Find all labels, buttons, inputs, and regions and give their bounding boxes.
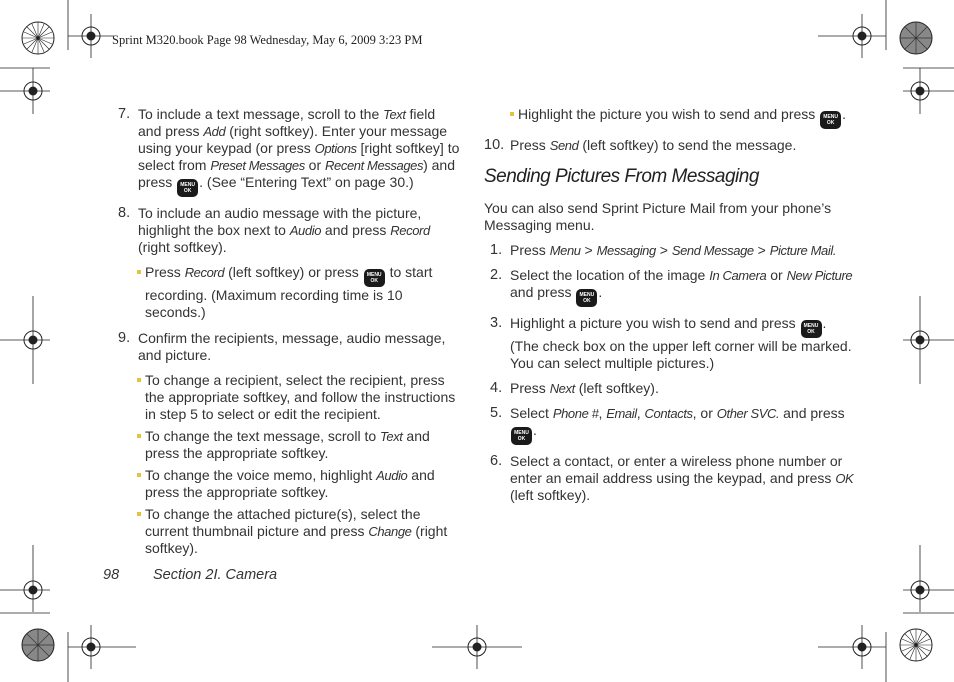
registration-disc-top-right [900,22,932,54]
step-10: 10. Press Send (left softkey) to send the message. [484,137,797,153]
ui-term: New Picture [786,268,853,283]
step-9-bullet-1: To change a recipient, select the recipient, press the appropriate softkey, and follow the instructions in step 5 to select or edit the recipient. [112,372,462,423]
path-separator: > [753,242,770,258]
crosshair-bottom-center [432,625,522,669]
ui-term: Text [380,429,403,444]
bullet-icon [137,473,141,477]
messaging-step-2: 2. Select the location of the image In Camera or New Picture and press MENU OK . [484,267,854,307]
ui-term: OK [835,471,854,486]
crosshair-right-upper [903,68,954,114]
ui-term: Email [606,406,637,421]
ui-term: Record [184,265,225,280]
step-number: 8. [118,205,131,221]
menu-ok-key-icon: MENU OK [511,427,532,445]
crosshair-left-middle [0,296,50,384]
ui-term: Picture Mail [769,243,833,258]
menu-ok-key-icon: MENU OK [820,111,841,129]
registration-starburst-top-left [22,22,54,54]
crosshair-right-middle [903,296,954,384]
step-number: 1. [490,242,503,258]
step-number: 7. [118,106,131,122]
step-9-bullet-4: To change the attached picture(s), select the current thumbnail picture and press Change (right softkey). [112,506,462,557]
messaging-step-1: 1. Press Menu > Messaging > Send Message > Picture Mail. [490,242,837,258]
ui-term: Contacts [644,406,693,421]
ui-term: Phone # [552,406,599,421]
section-title: Section 2I. Camera [153,567,278,583]
bullet-icon [137,270,141,274]
step-number: 9. [118,330,131,346]
step-9: 9. Confirm the recipients, message, audio message, and picture. [118,330,446,363]
path-separator: > [655,242,672,258]
ui-term: Record [390,223,430,238]
crosshair-bottom-right [818,625,886,669]
bullet-icon [510,112,514,116]
step-9-bullet-2: To change the text message, scroll to Text and press the appropriate softkey. [112,428,462,462]
step-9-bullet-3: To change the voice memo, highlight Audio and press the appropriate softkey. [112,467,462,501]
registration-disc-bottom-left [22,629,54,661]
step-number: 2. [490,267,503,283]
left-column [112,106,462,562]
ui-term: Send Message [671,243,754,258]
registration-starburst-bottom-right [900,629,932,661]
menu-ok-key-icon: MENU OK [801,320,822,338]
ui-term: Add [203,124,226,139]
path-separator: > [580,242,597,258]
messaging-step-3: 3. Highlight a picture you wish to send and press MENU OK . (The check box on the upper left corner will be marked. You can select multiple pictures.) [490,315,852,371]
ui-term: Recent Messages [325,158,424,173]
bullet-icon [137,434,141,438]
step-8: 8. To include an audio message with the picture, highlight the box next to Audio and press Record (right softkey). [118,205,430,255]
messaging-step-6: 6. Select a contact, or enter a wireless phone number or enter an email address using the keypad, and press OK (left softkey). [490,453,854,503]
ui-term: Text [383,107,406,122]
messaging-step-4: 4. Press Next (left softkey). [490,380,659,396]
step-number: 4. [490,380,503,396]
ui-term: Audio [289,223,322,238]
crosshair-top-left [68,14,114,58]
ui-term: Menu [549,243,581,258]
step-7: 7. To include a text message, scroll to the Text field and press Add (right softkey). Enter your message using your keypad (or press Options [right softkey] to select from Preset Messages or Recent Messages) and press MENU OK . (See “Entering Text” on page 30.) [112,106,462,197]
messaging-step-5: 5. Select Phone #, Email, Contacts, or Other SVC. and press MENU OK . [484,405,854,445]
ui-term: Next [549,381,575,396]
crosshair-right-lower [903,545,954,612]
step-number: 10. [484,137,505,153]
crosshair-left-upper [0,68,50,114]
menu-ok-key-icon: MENU OK [364,269,385,287]
step-number: 6. [490,453,503,469]
ui-term: Other SVC. [716,406,780,421]
continued-bullet: Highlight the picture you wish to send and press MENU OK . [484,106,854,129]
page-number: 98 [103,567,120,583]
bullet-icon [137,512,141,516]
ui-term: Send [549,138,579,153]
right-column [484,106,854,512]
ui-term: Messaging [596,243,656,258]
ui-term: Options [314,141,357,156]
crosshair-left-lower [0,545,50,612]
step-8-bullet: Press Record (left softkey) or press MENU OK to start recording. (Maximum recording time is 10 seconds.) [112,264,462,321]
menu-ok-key-icon: MENU OK [177,179,198,197]
ui-term: In Camera [709,268,767,283]
step-number: 5. [490,405,503,421]
section-heading: Sending Pictures From Messaging [484,166,759,187]
ui-term: Audio [376,468,408,483]
intro-paragraph: You can also send Sprint Picture Mail from your phone’s Messaging menu. [484,200,832,233]
bullet-icon [137,378,141,382]
crosshair-top-right [818,14,886,58]
ui-term: Change [368,524,412,539]
page-footer [103,567,277,583]
crosshair-bottom-left [68,625,136,669]
print-header: Sprint M320.book Page 98 Wednesday, May 6, 2009 3:23 PM [112,33,423,47]
step-number: 3. [490,315,503,331]
ui-term: Preset Messages [210,158,305,173]
menu-ok-key-icon: MENU OK [576,289,597,307]
